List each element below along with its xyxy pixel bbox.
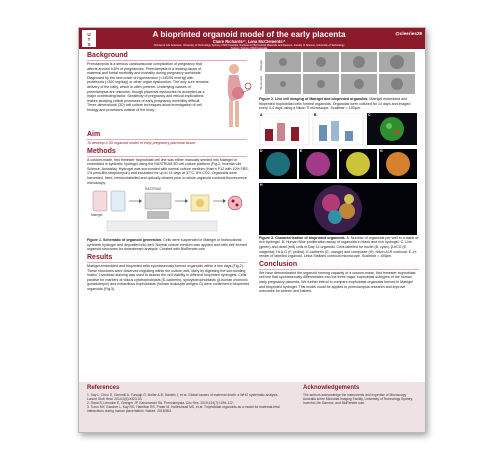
footer-references: [79, 382, 425, 432]
organoid-schematic: [87, 187, 247, 237]
references-heading: References: [87, 385, 120, 391]
acknowledgements-text: The authors acknowledge the instruments and expertise of Microscopy Australia at the Microbial Imaging Facility, University of Technology Sydney, Inventia Life Science, and BioRender.com.: [303, 393, 413, 405]
fig3-caption-text: A. Number of organoids per well in a blank or rich hydrogel. B. Human Blue proliferation assay of organoids in blank and rich hydrogel. C. Live (green) and dead (red) cells in Day 14 organoid. Cells labelled for nuclei (B, cyan), β-hCG (E, magenta), HLA-G (F, yellow), E-cadherin (G, orange) and composite (H). Nikon A1R confocal. E–H: render of labelled organoid, Leica Stellaris confocal microscope. Scalebar = 100μm.: [259, 235, 419, 259]
pregnant-figure: [212, 61, 252, 131]
right-column: [259, 52, 419, 296]
reference-item: 2. Rana S, Lemoine E, Granger JP, Karumanchi SA. Preeclampsia. Circ Res. 2019;124(7):1094-112.: [87, 401, 234, 405]
svg-text:U: U: [87, 32, 91, 37]
pregnancy-illustration: [212, 61, 252, 131]
figure-1-schematic: [87, 187, 247, 237]
acknowledgements-heading: Acknowledgements: [303, 385, 360, 391]
left-column: [87, 52, 252, 294]
affiliations: ¹School of Life Sciences, University of Technology Sydney, NSW Australia ²Institute for Biomedical Materials and Devices, Faculty of Science, University of Technology Sydney, Sydney, NSW Australia: [153, 44, 345, 51]
conclusion-heading: Conclusion: [259, 261, 419, 270]
fig3-caption: [259, 236, 419, 259]
fig1-label-matrigel: Matrigel: [91, 213, 103, 218]
fig3-label-d: D: [260, 148, 263, 153]
methods-heading: Methods: [87, 148, 247, 157]
svg-text:S: S: [87, 42, 91, 47]
fig3-label-f: F: [340, 148, 343, 153]
twitter-handle: @cleeries28: [395, 31, 422, 36]
background-text: Preeclampsia is a serious cardiovascular complication of pregnancy that affects around 5-8% of pregnancies. Preeclampsia is a leading cause of maternal and foetal morbidity and mortality during pregnancy worldwide. Diagnosed by the new onset of hypertension (>140/90 mmHg) with proteinuria (>300 mg/day) or other organ dysfunction. The only cure remains delivery of the baby, which is often preterm. Underlying causes of preeclampsia are unknown, though placental dysfunction is accepted as a major contributing factor. Sensitivity of pregnancy and ethical implications makes studying critical processes of early pregnancy incredibly difficult. Three-dimensional (3D) cell culture techniques allow investigation of cell biology and processes outside of the body.: [87, 62, 209, 112]
fig2-caption-title: Figure 2. Live cell imaging of Matrigel and bioprinted organoids.: [259, 97, 369, 101]
background-heading: Background: [87, 52, 247, 61]
fig2-caption-text: Matrigel embedded and bioprinted trophoblast cells formed organoids. Organoids were cultured for 14 days and imaged every 3-4 days using a Nikon Ti microscope. Scalebar = 100μm.: [259, 97, 411, 111]
reference-item: 3. Turco MY, Gardner L, Kay RG, Hamilton RS, Prater M, Hollinshead MS, et al. Trophoblast organoids as a model for maternal-fetal interactions during human placentation. Nature. 2018;564.: [87, 405, 280, 413]
methods-text: A custom-made, first trimester trophoblast cell line was either manually seeded into Matrigel or embedded in synthetic hydrogel using the RASTRUM 3D cell culture platform (Fig.1, Inventia Life Science, Australia). Hydrogel was surrounded with normal culture medium (Ham's F12 with 10% FBS, 1% penicillin-streptomycin) and incubated for up to 14 days at 37°C, 5% CO2. Organoids were harvested, fixed, immunolabelled and optically cleared prior to whole-organoid confocal fluorescence microscopy.: [87, 157, 249, 185]
fig2-micrograph-grid: [265, 52, 421, 96]
author-names: Claire Richards¹², Lana McClements¹²: [212, 40, 286, 44]
figure-3-characterisation: [259, 113, 419, 235]
references-list: [87, 393, 287, 413]
fig1-label-rastrum: RASTRUM: [145, 187, 161, 192]
poster-title: A bioprinted organoid model of the early placenta: [152, 30, 346, 39]
fig2-caption: [259, 97, 419, 111]
fig2-row-label-bioprinted: Bioprinted: [259, 76, 263, 90]
fig1-caption-title: Figure 1. Schematic of organoid generation.: [87, 238, 163, 243]
poster: [78, 27, 426, 433]
fig2-row-label-matrigel: Matrigel: [259, 60, 263, 71]
svg-text:T: T: [87, 37, 91, 42]
figure-2-live-imaging: [259, 52, 419, 96]
aim-heading: Aim: [87, 131, 247, 140]
conclusion-text: We have demonstrated the organoid forming capacity of a custom-made, first trimester trophoblast cell line that spontaneously differentiates into the three major trophoblast subtypes of the human early pregnancy placenta. We further intend to compare trophoblast organoids formed in Matrigel and bioprinted hydrogel. This model could be applied to preeclampsia research and improve outcomes for women and babies.: [259, 270, 416, 294]
fig3-label-c: C: [368, 112, 371, 117]
fig1-caption: [87, 238, 252, 252]
reference-item: 1. Say L, Chou D, Gemmill A, Tunçalp Ö, Moller A-B, Daniels J, et al. Global causes of maternal death: a WHO systematic analysis. Lancet Glob Heal. 2014;2(6):e323-33.: [87, 393, 279, 401]
fig1-caption-text: Cells were suspended in Matrigel or biofunctional synthetic hydrogel and deposited into well. Normal culture medium was applied and cells self-formed organoid structures for downstream analysis. Created with BioRender.com: [87, 238, 247, 252]
aim-text: To develop a 3D organoid model of early pregnancy placental tissue.: [87, 141, 197, 145]
fig3-label-g: G: [380, 148, 383, 153]
authors: [149, 40, 349, 50]
fig3-label-e: E: [300, 148, 303, 153]
results-heading: Results: [87, 254, 247, 263]
results-text: Matrigel-embedded and bioprinted cells spontaneously formed organoids within a few days (Fig.2). These structures were observed migrating within the culture well, likely by digesting the surrounding matrix. Live/dead staining was used to assess the cell viability in different bioprinted hydrogels. Cells positive for markers of villous cytotrophoblasts (E-cadherin), syncytiotrophoblasts (β-human chorionic gonadotropin) and extravillous trophoblasts (human leukocyte antigen-G) were confirmed in bioprinted organoids (Fig.3).: [87, 263, 250, 291]
fig3-panels: [259, 113, 419, 235]
uts-logo-mark: [82, 30, 96, 47]
uts-logo: [82, 30, 96, 47]
fig3-label-b: B: [314, 112, 317, 117]
fig3-label-h: H: [260, 182, 263, 187]
fig3-caption-title: Figure 3. Characterisation of bioprinted organoids.: [259, 235, 346, 240]
poster-header: [79, 28, 425, 49]
fig3-label-a: A: [260, 112, 263, 117]
